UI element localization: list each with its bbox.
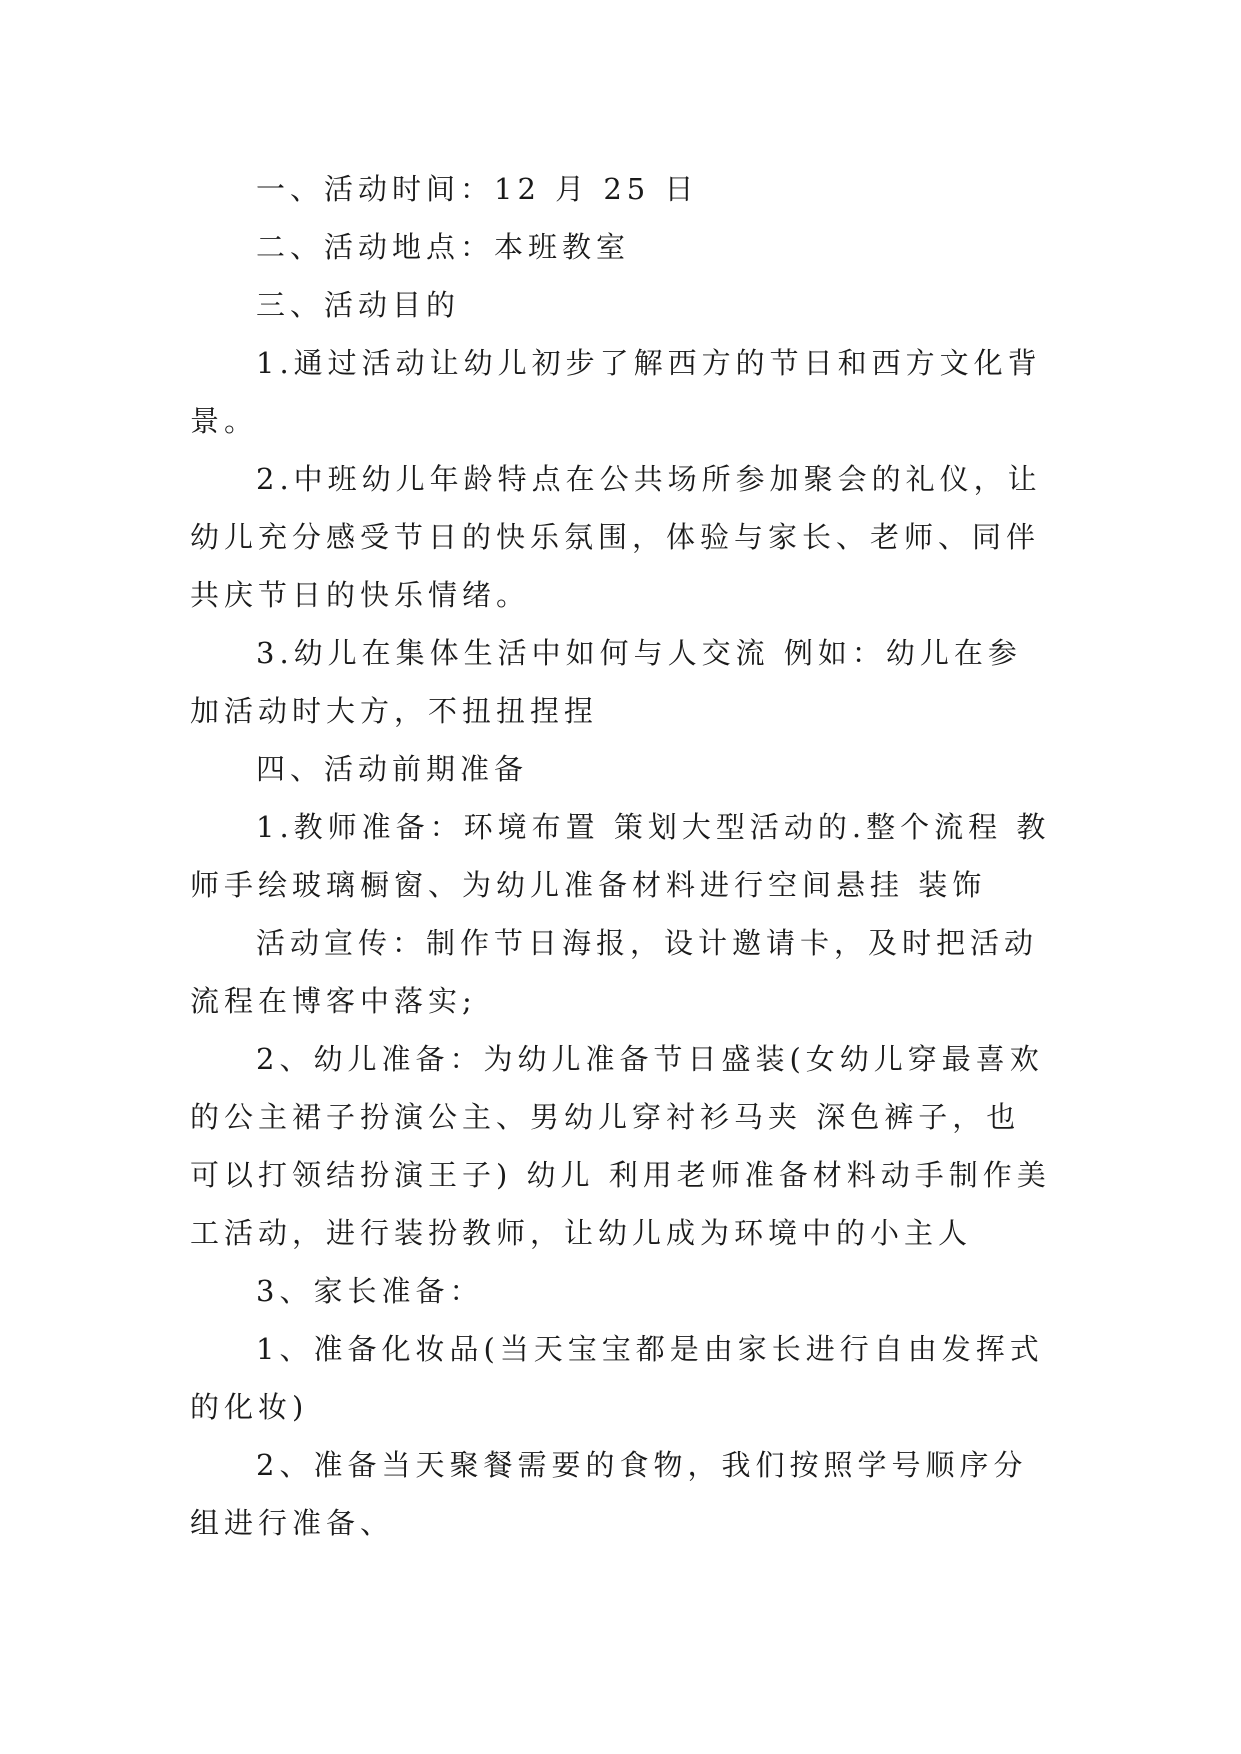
- paragraph-goal-1: 1.通过活动让幼儿初步了解西方的节日和西方文化背景。: [190, 346, 1042, 438]
- paragraph-goal-2: 2.中班幼儿年龄特点在公共场所参加聚会的礼仪，让幼儿充分感受节日的快乐氛围，体验与家长、老师、同伴共庆节日的快乐情绪。: [190, 462, 1042, 612]
- paragraph-child-prep: 2、幼儿准备：为幼儿准备节日盛装(女幼儿穿最喜欢的公主裙子扮演公主、男幼儿穿衬衫马夹 深色裤子，也可以打领结扮演王子) 幼儿 利用老师准备材料动手制作美工活动，进行装扮教师，让幼儿成为环境中的小主人: [190, 1042, 1051, 1250]
- document-body: [190, 160, 1052, 1552]
- paragraph-parent-prep-2: 2、准备当天聚餐需要的食物，我们按照学号顺序分组进行准备、: [190, 1448, 1028, 1540]
- paragraph-teacher-prep: 1.教师准备：环境布置 策划大型活动的.整个流程 教师手绘玻璃橱窗、为幼儿准备材料进行空间悬挂 装饰: [190, 810, 1051, 902]
- heading-preparation: 四、活动前期准备: [256, 752, 529, 786]
- heading-activity-goals: 三、活动目的: [256, 288, 461, 322]
- paragraph-goal-3: 3.幼儿在集体生活中如何与人交流 例如：幼儿在参加活动时大方，不扭扭捏捏: [190, 636, 1022, 728]
- paragraph-activity-time: 一、活动时间：12 月 25 日: [256, 172, 699, 206]
- paragraph-promotion: 活动宣传：制作节日海报，设计邀请卡，及时把活动流程在博客中落实;: [190, 926, 1039, 1018]
- paragraph-parent-prep-1: 1、准备化妆品(当天宝宝都是由家长进行自由发挥式的化妆): [190, 1332, 1044, 1424]
- heading-parent-prep: 3、家长准备：: [256, 1274, 484, 1308]
- paragraph-activity-location: 二、活动地点：本班教室: [256, 230, 631, 264]
